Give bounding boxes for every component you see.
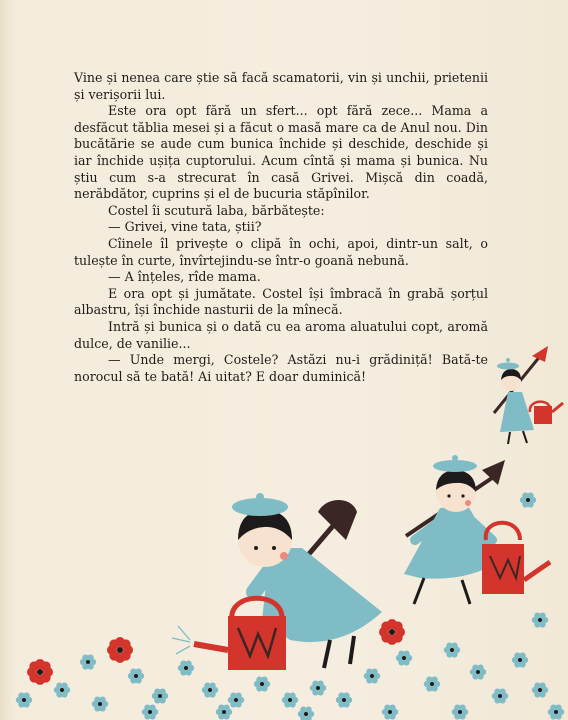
flower <box>228 692 244 707</box>
paragraph-5: Cîinele îl privește o clipă în ochi, apoi, dintr-un salt, o tulește în curte, învîrtejindu-se într-o goană nebună. <box>74 235 488 268</box>
paragraph-2: Este ora opt fără un sfert... opt fără zece... Mama a desfăcut tăblia mesei și a făcut o masă mare ca de Anul nou. Din bucătărie se aude cum bunica închide și deschide, deschide și iar închide ușița cuptorului. Acum cîntă și mama și bunica. Nu știu cum s-a strecurat în casă Grivei. Mișcă din coadă, nerăbdător, cuprins și el de bucuria stăpînilor. <box>74 103 488 202</box>
paragraph-6: — A înțeles, rîde mama. <box>108 269 261 285</box>
far-child <box>494 346 563 444</box>
flower <box>444 642 460 657</box>
paragraph-3: Costel îi scutură laba, bărbătește: <box>108 202 325 218</box>
flower <box>216 704 232 719</box>
flower <box>452 704 468 719</box>
flower <box>424 676 440 691</box>
front-child <box>172 493 382 670</box>
flower <box>382 704 398 719</box>
flower <box>520 492 536 507</box>
flower <box>470 664 486 679</box>
flower <box>92 696 108 711</box>
flower <box>396 650 412 665</box>
flower <box>202 682 218 697</box>
paragraph-9: — Unde mergi, Costele? Astăzi nu-i grădiniță! Bată-te norocul să te bată! Ai uitat? E doar duminică! <box>74 352 488 384</box>
flower <box>54 682 70 697</box>
flower <box>152 688 168 703</box>
middle-child <box>404 455 550 604</box>
flower <box>16 692 32 707</box>
flower <box>80 654 96 669</box>
paragraph-7: E ora opt și jumătate. Costel își îmbracă în grabă șorțul albastru, își închide nasturii de la mînecă. <box>74 285 488 318</box>
flower <box>282 692 298 707</box>
flower <box>27 659 53 685</box>
flower <box>298 706 314 720</box>
paragraph-4: — Grivei, vine tata, știi? <box>108 219 262 235</box>
flower <box>364 668 380 683</box>
flower <box>532 612 548 627</box>
flower <box>492 688 508 703</box>
flower <box>532 682 548 697</box>
flower <box>548 704 564 719</box>
paragraph-1: Vine și nenea care știe să facă scamatorii, vin și unchii, prietenii și verișorii lui. <box>74 70 488 102</box>
flower <box>336 692 352 707</box>
flower <box>512 652 528 667</box>
flower <box>142 704 158 719</box>
flower <box>379 619 405 645</box>
flower <box>310 680 326 695</box>
paragraph-8: Intră și bunica și o dată cu ea aroma aluatului copt, aromă dulce, de vanilie... <box>74 318 488 351</box>
flower <box>254 676 270 691</box>
flower <box>178 660 194 675</box>
flower <box>107 637 133 663</box>
flower <box>128 668 144 683</box>
children-gardening-illustration <box>0 330 568 720</box>
